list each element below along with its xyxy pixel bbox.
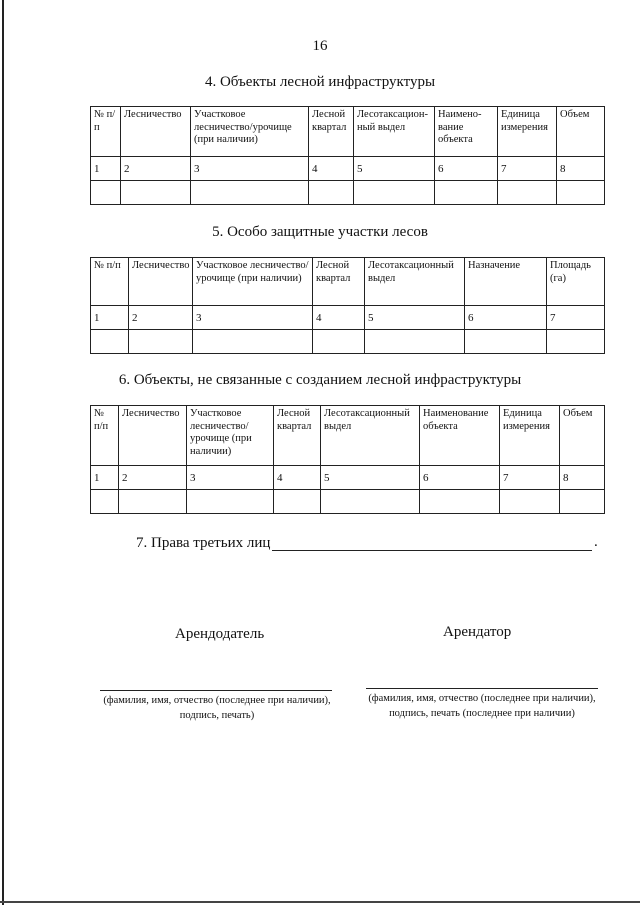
table-number-row <box>91 466 605 490</box>
table-empty-row <box>91 330 605 354</box>
number-cell: 1 <box>91 157 121 181</box>
header-cell: № п/п <box>91 258 129 306</box>
number-cell: 2 <box>119 466 187 490</box>
empty-cell <box>500 490 560 514</box>
empty-cell <box>465 330 547 354</box>
table-number-row <box>91 157 605 181</box>
page-edge-bottom <box>0 901 640 903</box>
lessee-caption-line-2: подпись, печать (последнее при наличии) <box>389 708 575 719</box>
lessee-title: Арендатор <box>443 624 512 640</box>
number-cell: 3 <box>187 466 274 490</box>
page-edge-left <box>2 0 4 905</box>
empty-cell <box>193 330 313 354</box>
table-header-row <box>91 258 605 306</box>
table-header-row <box>91 107 605 157</box>
header-cell: Единица измерения <box>498 107 557 157</box>
number-cell: 5 <box>354 157 435 181</box>
empty-cell <box>313 330 365 354</box>
section-5-title: 5. Особо защитные участки лесов <box>212 224 428 240</box>
number-cell: 7 <box>500 466 560 490</box>
empty-cell <box>91 330 129 354</box>
header-cell: Лесотаксационный выдел <box>321 406 420 466</box>
empty-cell <box>420 490 500 514</box>
lessee-caption-line-1: (фамилия, имя, отчество (последнее при наличии), <box>368 693 596 704</box>
empty-cell <box>547 330 605 354</box>
header-cell: № п/п <box>91 406 119 466</box>
header-cell: Лесничество <box>119 406 187 466</box>
lessor-title: Арендодатель <box>175 626 265 642</box>
empty-cell <box>187 490 274 514</box>
header-cell: Участковое лесничество/урочище (при наличии) <box>191 107 309 157</box>
empty-cell <box>557 181 605 205</box>
number-cell: 7 <box>547 306 605 330</box>
third-party-rights-period: . <box>594 534 598 550</box>
lessor-caption-line-2: подпись, печать) <box>179 710 255 721</box>
table-empty-row <box>91 490 605 514</box>
empty-cell <box>435 181 498 205</box>
number-cell: 3 <box>193 306 313 330</box>
number-cell: 4 <box>309 157 354 181</box>
header-cell: Единица измерения <box>500 406 560 466</box>
number-cell: 7 <box>498 157 557 181</box>
number-cell: 5 <box>365 306 465 330</box>
empty-cell <box>121 181 191 205</box>
number-cell: 8 <box>557 157 605 181</box>
empty-cell <box>498 181 557 205</box>
header-cell: Лесотаксационный выдел <box>365 258 465 306</box>
number-cell: 4 <box>274 466 321 490</box>
number-cell: 6 <box>465 306 547 330</box>
protected-areas-table <box>90 257 605 354</box>
number-cell: 8 <box>560 466 605 490</box>
empty-cell <box>321 490 420 514</box>
empty-cell <box>129 330 193 354</box>
lessor-signature-line <box>100 690 332 691</box>
number-cell: 1 <box>91 306 129 330</box>
number-cell: 4 <box>313 306 365 330</box>
empty-cell <box>560 490 605 514</box>
header-cell: Лесотаксацион-ный выдел <box>354 107 435 157</box>
table-header-row <box>91 406 605 466</box>
lessee-signature-caption <box>357 691 607 721</box>
header-cell: Площадь (га) <box>547 258 605 306</box>
header-cell: Наименование объекта <box>420 406 500 466</box>
empty-cell <box>191 181 309 205</box>
header-cell: № п/п <box>91 107 121 157</box>
table-number-row <box>91 306 605 330</box>
header-cell: Участковое лесничество/урочище (при наличии) <box>193 258 313 306</box>
lessor-caption-line-1: (фамилия, имя, отчество (последнее при наличии), <box>103 695 331 706</box>
empty-cell <box>309 181 354 205</box>
number-cell: 3 <box>191 157 309 181</box>
header-cell: Участковое лесничество/урочище (при наличии) <box>187 406 274 466</box>
number-cell: 2 <box>129 306 193 330</box>
number-cell: 5 <box>321 466 420 490</box>
header-cell: Наимено-вание объекта <box>435 107 498 157</box>
header-cell: Объем <box>560 406 605 466</box>
empty-cell <box>91 490 119 514</box>
header-cell: Лесной квартал <box>274 406 321 466</box>
empty-cell <box>274 490 321 514</box>
empty-cell <box>354 181 435 205</box>
lessee-signature-line <box>366 688 598 689</box>
table-empty-row <box>91 181 605 205</box>
number-cell: 6 <box>435 157 498 181</box>
empty-cell <box>119 490 187 514</box>
number-cell: 1 <box>91 466 119 490</box>
header-cell: Лесничество <box>121 107 191 157</box>
header-cell: Объем <box>557 107 605 157</box>
page-number: 16 <box>312 38 328 54</box>
non-infrastructure-table <box>90 405 605 514</box>
header-cell: Лесной квартал <box>313 258 365 306</box>
third-party-rights-label: 7. Права третьих лиц <box>136 535 271 551</box>
empty-cell <box>365 330 465 354</box>
lessor-signature-caption <box>92 693 342 723</box>
header-cell: Лесничество <box>129 258 193 306</box>
section-6-title: 6. Объекты, не связанные с созданием лесной инфраструктуры <box>118 372 522 388</box>
header-cell: Назначение <box>465 258 547 306</box>
infrastructure-table <box>90 106 605 205</box>
section-4-title: 4. Объекты лесной инфраструктуры <box>204 74 436 90</box>
header-cell: Лесной квартал <box>309 107 354 157</box>
number-cell: 2 <box>121 157 191 181</box>
number-cell: 6 <box>420 466 500 490</box>
empty-cell <box>91 181 121 205</box>
third-party-rights-blank-line <box>272 550 592 551</box>
